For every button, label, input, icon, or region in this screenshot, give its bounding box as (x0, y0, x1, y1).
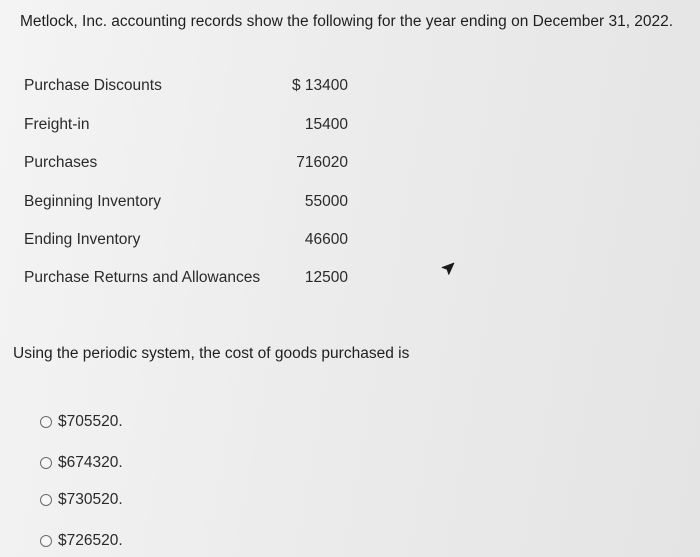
answer-option-label[interactable]: $705520. (58, 413, 123, 430)
radio-unselected-icon[interactable] (40, 416, 52, 428)
record-value: 12500 (304, 269, 348, 286)
answer-option-label[interactable]: $674320. (58, 454, 123, 471)
answer-option-label[interactable]: $730520. (58, 491, 123, 508)
record-row-purchase-returns (24, 269, 354, 291)
record-label: Beginning Inventory (24, 193, 162, 210)
record-value: 15400 (304, 116, 348, 133)
record-row-purchase-discounts (24, 77, 354, 99)
answer-option-label[interactable]: $726520. (58, 532, 123, 549)
record-value: $ 13400 (291, 77, 348, 94)
record-label: Ending Inventory (24, 231, 141, 248)
radio-unselected-icon[interactable] (40, 535, 52, 547)
answer-option-2[interactable] (40, 452, 123, 474)
record-value: 46600 (304, 231, 348, 248)
record-value: 716020 (296, 154, 348, 171)
problem-statement: Metlock, Inc. accounting records show the following for the year ending on December 31, 2022. (20, 13, 674, 30)
record-row-purchases (24, 154, 354, 176)
question-text: Using the periodic system, the cost of goods purchased is (13, 345, 410, 362)
record-label: Purchases (24, 154, 98, 171)
answer-option-3[interactable] (40, 489, 123, 511)
record-row-freight-in (24, 116, 354, 138)
record-label: Purchase Discounts (24, 77, 162, 94)
record-label: Freight-in (24, 116, 90, 133)
radio-unselected-icon[interactable] (40, 494, 52, 506)
record-label: Purchase Returns and Allowances (24, 269, 261, 286)
record-row-beginning-inventory (24, 193, 354, 215)
mouse-pointer-icon (441, 262, 455, 276)
radio-unselected-icon[interactable] (40, 457, 52, 469)
record-row-ending-inventory (24, 231, 354, 253)
answer-option-4[interactable] (40, 530, 123, 552)
answer-option-1[interactable] (40, 411, 123, 433)
record-value: 55000 (304, 193, 348, 210)
